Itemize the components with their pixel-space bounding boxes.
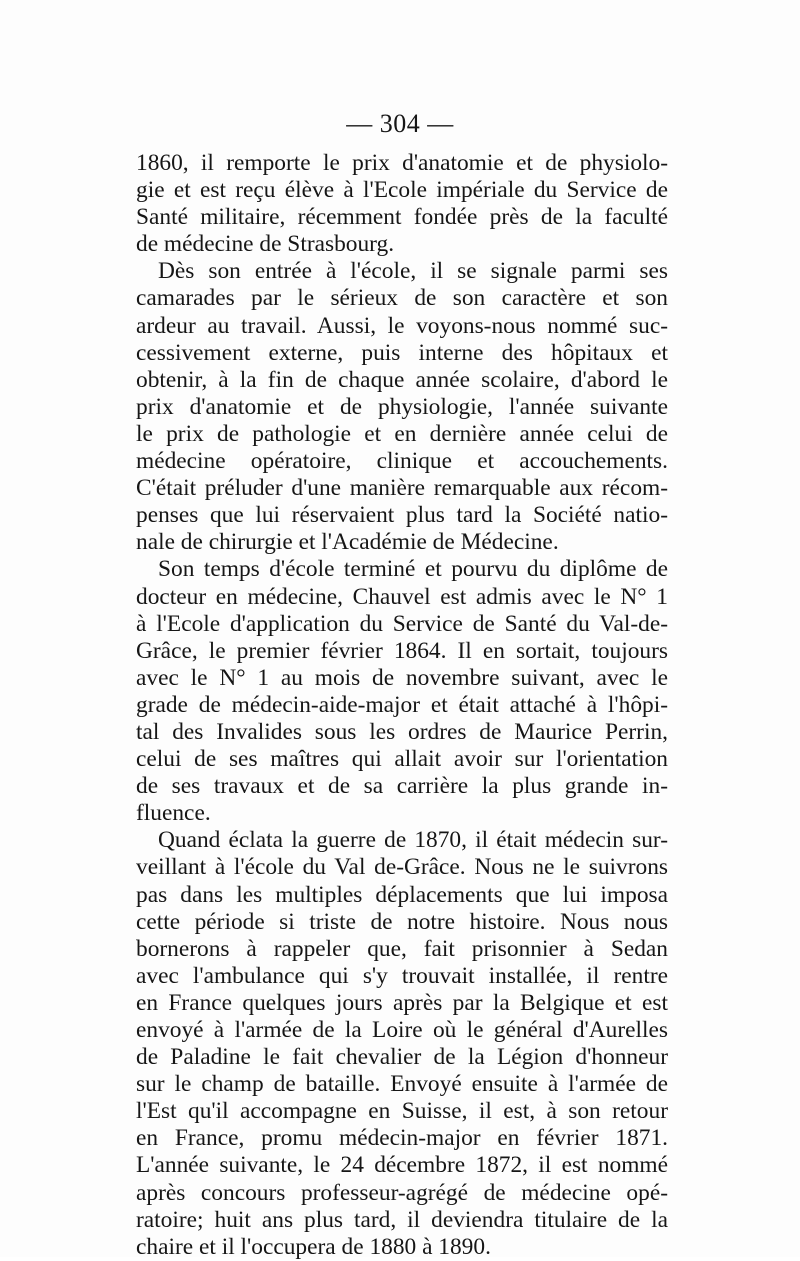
text-line: veillant à l'école du Val de-Grâce. Nous ne le suivrons bbox=[136, 854, 668, 881]
text-line: après concours professeur-agrégé de médecine opé- bbox=[136, 1179, 668, 1206]
text-line: avec l'ambulance qui s'y trouvait installée, il rentre bbox=[136, 962, 668, 989]
text-line: gie et est reçu élève à l'Ecole impériale du Service de bbox=[136, 177, 668, 204]
text-line: de médecine de Strasbourg. bbox=[136, 231, 395, 258]
text-line: bornerons à rappeler que, fait prisonnier à Sedan bbox=[136, 935, 668, 962]
text-line: de ses travaux et de sa carrière la plus grande in- bbox=[136, 773, 668, 800]
body-text bbox=[136, 150, 668, 1261]
text-line: 1860, il remporte le prix d'anatomie et de physiolo- bbox=[136, 150, 668, 176]
text-line: ardeur au travail. Aussi, le voyons-nous nommé suc- bbox=[136, 312, 668, 339]
text-line: le prix de pathologie et en dernière année celui de bbox=[136, 420, 668, 447]
text-line: tal des Invalides sous les ordres de Maurice Perrin, bbox=[136, 718, 668, 745]
text-line: à l'Ecole d'application du Service de Santé du Val-de- bbox=[136, 610, 668, 637]
text-line: Quand éclata la guerre de 1870, il était médecin sur- bbox=[158, 827, 668, 854]
text-line: obtenir, à la fin de chaque année scolaire, d'abord le bbox=[136, 366, 668, 393]
text-line: L'année suivante, le 24 décembre 1872, il est nommé bbox=[136, 1152, 668, 1179]
text-line: fluence. bbox=[136, 800, 211, 827]
text-line: ratoire; huit ans plus tard, il deviendra titulaire de la bbox=[136, 1206, 668, 1233]
text-line: prix d'anatomie et de physiologie, l'année suivante bbox=[136, 393, 668, 420]
text-line: grade de médecin-aide-major et était attaché à l'hôpi- bbox=[136, 691, 668, 718]
page-number: — 304 — bbox=[346, 109, 454, 138]
text-line: Grâce, le premier février 1864. Il en sortait, toujours bbox=[136, 637, 668, 664]
text-line: avec le N° 1 au mois de novembre suivant, avec le bbox=[136, 664, 668, 691]
text-line: envoyé à l'armée de la Loire où le général d'Aurelles bbox=[136, 1017, 668, 1043]
text-line: Son temps d'école terminé et pourvu du diplôme de bbox=[158, 556, 668, 583]
text-line: médecine opératoire, clinique et accouchements. bbox=[136, 448, 668, 475]
text-line: en France quelques jours après par la Belgique et est bbox=[136, 989, 668, 1016]
text-line: docteur en médecine, Chauvel est admis avec le N° 1 bbox=[136, 583, 668, 610]
text-line: chaire et il l'occupera de 1880 à 1890. bbox=[136, 1233, 491, 1260]
text-line: pas dans les multiples déplacements que lui imposa bbox=[136, 881, 668, 908]
text-line: en France, promu médecin-major en février 1871. bbox=[136, 1125, 668, 1152]
text-line: C'était préluder d'une manière remarquable aux récom- bbox=[136, 475, 668, 502]
text-line: l'Est qu'il accompagne en Suisse, il est, à son retour bbox=[136, 1098, 668, 1125]
text-line: nale de chirurgie et l'Académie de Médecine. bbox=[136, 529, 559, 556]
text-line: camarades par le sérieux de son caractère et son bbox=[136, 285, 668, 312]
text-line: Santé militaire, récemment fondée près de la faculté bbox=[136, 204, 668, 231]
text-line: Dès son entrée à l'école, il se signale parmi ses bbox=[158, 258, 668, 285]
text-line: celui de ses maîtres qui allait avoir sur l'orientation bbox=[136, 746, 668, 773]
text-line: de Paladine le fait chevalier de la Légion d'honneur bbox=[136, 1044, 668, 1071]
text-line: cessivement externe, puis interne des hôpitaux et bbox=[136, 339, 668, 366]
text-line: sur le champ de bataille. Envoyé ensuite à l'armée de bbox=[136, 1071, 668, 1098]
text-line: penses que lui réservaient plus tard la Société natio- bbox=[136, 502, 668, 529]
text-line: cette période si triste de notre histoire. Nous nous bbox=[136, 908, 668, 935]
